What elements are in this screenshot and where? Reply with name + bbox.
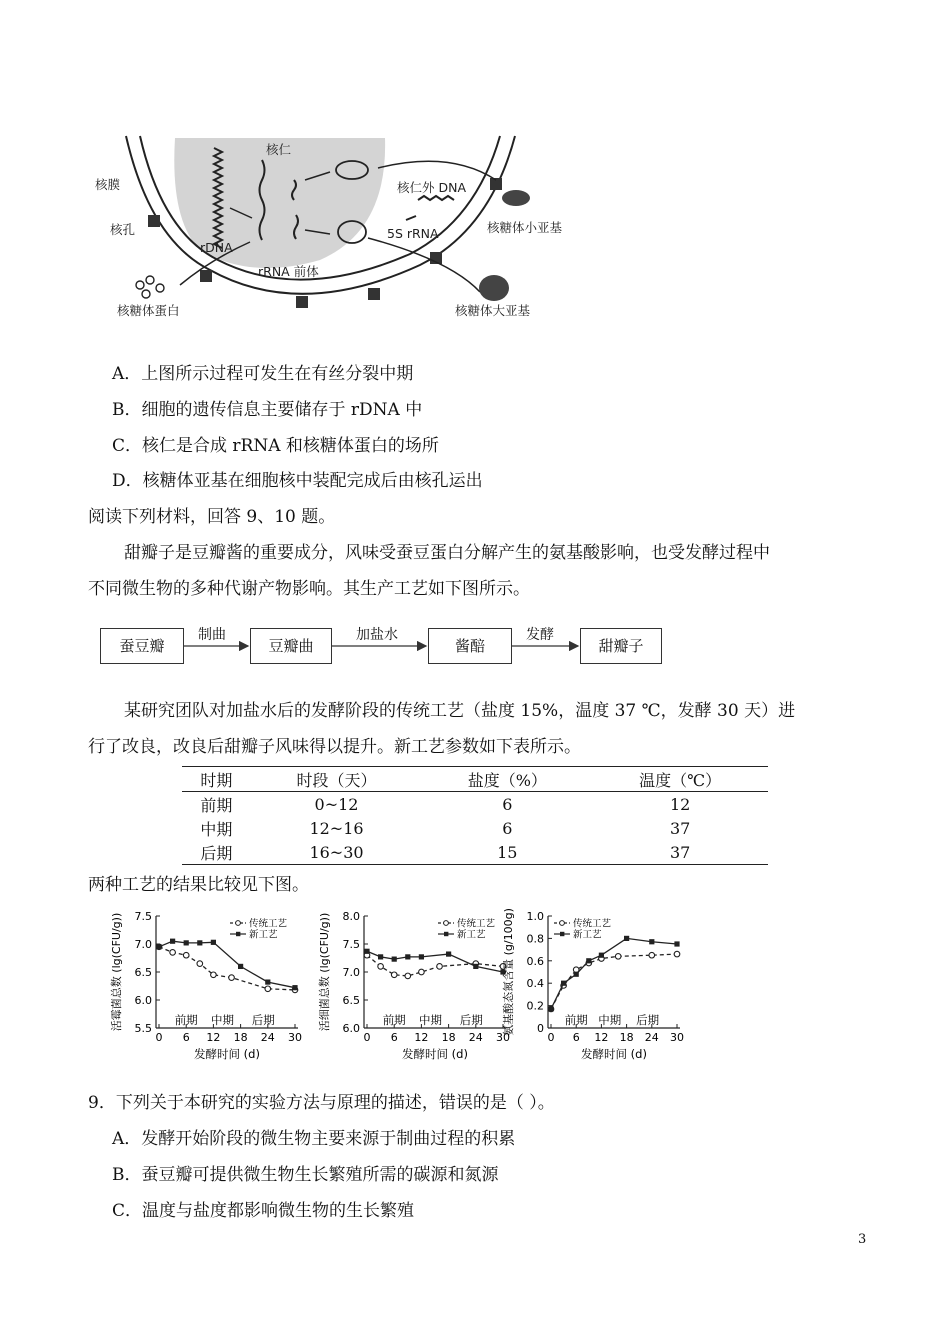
y-tick-label: 8.0: [342, 910, 360, 923]
table-header-cell: 盐度（%）: [467, 770, 547, 790]
q8-option-d: D．核糖体亚基在细胞核中装配完成后由核孔运出: [112, 471, 483, 491]
x-tick-label: 6: [390, 1031, 398, 1044]
table-cell: 后期: [200, 843, 233, 863]
x-tick-label: 0: [547, 1031, 555, 1044]
y-tick-label: 6.0: [134, 994, 152, 1007]
series-line-2: [551, 938, 677, 1009]
table-header-row: [182, 767, 768, 792]
ribosome-assembly-diagram: [0, 120, 950, 330]
table-cell: 37: [669, 818, 691, 838]
data-point: [265, 979, 270, 984]
chart-bacteria-count: [316, 908, 516, 1072]
nuclear-pore-2: [200, 270, 212, 282]
table-header-cell: 时段（天）: [296, 770, 377, 790]
data-point: [649, 939, 654, 944]
phase-label: 前期: [174, 1013, 198, 1027]
phase-label: 后期: [251, 1013, 275, 1027]
phase-label: 中期: [210, 1013, 234, 1027]
legend-label: 传统工艺: [249, 918, 288, 930]
table-header-cell: 时期: [200, 770, 233, 790]
page-number: 3: [858, 1232, 867, 1247]
label-nucleolus: 核仁: [266, 142, 292, 157]
x-tick-label: 18: [441, 1031, 456, 1044]
chart-amino-nitrogen: [500, 908, 690, 1072]
y-axis-label: 活霉菌总数 (lg(CFU/g)): [110, 912, 123, 1032]
reading-intro: 阅读下列材料，回答 9、10 题。: [88, 507, 336, 527]
diagram-svg: [0, 120, 950, 330]
table-cell: 16~30: [309, 842, 364, 862]
data-point: [473, 964, 478, 969]
data-point: [405, 954, 410, 959]
label-large-subunit: 核糖体大亚基: [455, 303, 531, 318]
data-point: [674, 951, 680, 957]
x-tick-label: 6: [572, 1031, 580, 1044]
table-cell: 中期: [200, 819, 233, 839]
legend-label: 新工艺: [573, 929, 602, 941]
y-tick-label: 0.4: [526, 977, 544, 991]
x-tick-label: 24: [468, 1031, 483, 1044]
legend-label: 新工艺: [457, 929, 486, 941]
data-point: [197, 940, 202, 945]
phase-label: 前期: [564, 1013, 588, 1027]
q8-option-a: A．上图所示过程可发生在有丝分裂中期: [112, 364, 414, 384]
table-cell: 15: [497, 842, 518, 862]
x-tick-label: 12: [414, 1031, 429, 1044]
y-tick-label: 7.5: [342, 938, 360, 951]
data-point: [265, 986, 271, 992]
data-point: [599, 953, 604, 958]
x-tick-label: 18: [233, 1031, 248, 1044]
nuclear-pore-1: [148, 215, 160, 227]
table-cell: 6: [502, 794, 513, 814]
phase-label: 前期: [382, 1013, 406, 1027]
chart-mold-count: [108, 908, 308, 1072]
label-5s-rrna: 5S rRNA: [387, 226, 439, 241]
table-row: [182, 840, 768, 865]
flow-step-1: 蚕豆瓣: [100, 628, 184, 664]
series-line-2: [159, 941, 295, 987]
label-ribosomal-protein: 核糖体蛋白: [117, 303, 180, 318]
legend-label: 传统工艺: [573, 918, 612, 930]
nuclear-pore-3: [296, 296, 308, 308]
data-point: [419, 954, 424, 959]
flow-arrows: [0, 600, 950, 680]
x-axis-label: 发酵时间 (d): [194, 1047, 260, 1061]
data-point: [378, 964, 384, 970]
x-axis-label: 发酵时间 (d): [581, 1047, 647, 1061]
flow-arrow-label-2: 加盐水: [356, 627, 398, 643]
phase-label: 后期: [636, 1013, 660, 1027]
q8-option-b: B．细胞的遗传信息主要储存于 rDNA 中: [112, 400, 423, 420]
material-para1-line2: 不同微生物的多种代谢产物影响。其生产工艺如下图所示。: [88, 579, 530, 599]
y-tick-label: 7.5: [134, 910, 152, 923]
data-point: [674, 941, 679, 946]
label-nuclear-pore: 核孔: [110, 222, 136, 237]
q8-option-c: C．核仁是合成 rRNA 和核糖体蛋白的场所: [112, 436, 439, 456]
data-point: [211, 940, 216, 945]
y-tick-label: 5.5: [134, 1022, 152, 1035]
label-small-subunit: 核糖体小亚基: [487, 220, 563, 235]
table-cell: 12~16: [309, 818, 364, 838]
x-tick-label: 24: [644, 1031, 659, 1044]
material-para2-line2: 行了改良，改良后甜瓣子风味得以提升。新工艺参数如下表所示。: [88, 737, 581, 757]
x-tick-label: 0: [155, 1031, 163, 1044]
y-tick-label: 6.0: [342, 1022, 360, 1035]
table-cell: 前期: [200, 795, 233, 815]
y-tick-label: 0: [537, 1022, 544, 1035]
data-point: [183, 952, 189, 958]
data-point: [170, 950, 176, 956]
y-tick-label: 1.0: [526, 910, 544, 923]
legend-marker: [560, 921, 565, 926]
x-tick-label: 18: [619, 1031, 634, 1044]
q9-option-b: B．蚕豆瓣可提供微生物生长繁殖所需的碳源和氮源: [112, 1165, 499, 1185]
series-line-1: [551, 954, 677, 1009]
data-point: [197, 961, 203, 967]
data-point: [419, 969, 425, 975]
label-rrna-precursor: rRNA 前体: [258, 264, 319, 279]
label-rdna: rDNA: [200, 240, 233, 255]
x-axis-label: 发酵时间 (d): [402, 1047, 468, 1061]
q9-option-c: C．温度与盐度都影响微生物的生长繁殖: [112, 1201, 415, 1221]
y-tick-label: 0.6: [526, 954, 544, 968]
data-point: [615, 954, 621, 960]
data-point: [238, 964, 243, 969]
y-tick-label: 0.2: [526, 999, 544, 1013]
flow-arrow-label-3: 发酵: [526, 627, 554, 643]
data-point: [392, 957, 397, 962]
flow-step-3: 酱醅: [428, 628, 512, 664]
y-tick-label: 7.0: [342, 966, 360, 979]
legend-marker: [444, 921, 449, 926]
x-tick-label: 0: [363, 1031, 371, 1044]
data-point: [378, 954, 383, 959]
y-tick-label: 6.5: [134, 966, 152, 979]
nuclear-pore-4: [368, 288, 380, 300]
x-tick-label: 30: [670, 1031, 684, 1044]
data-point: [170, 939, 175, 944]
y-tick-label: 6.5: [342, 994, 360, 1007]
table-cell: 0~12: [314, 794, 359, 814]
x-tick-label: 24: [260, 1031, 275, 1044]
phase-label: 中期: [418, 1013, 442, 1027]
y-axis-label: 活细菌总数 (lg(CFU/g)): [318, 912, 331, 1032]
data-point: [156, 944, 161, 949]
data-point: [437, 964, 443, 970]
x-tick-label: 6: [182, 1031, 190, 1044]
table-cell: 12: [669, 794, 691, 814]
data-point: [211, 972, 217, 978]
table-cell: 6: [502, 818, 513, 838]
x-tick-label: 30: [288, 1031, 302, 1044]
label-nuclear-membrane: 核膜: [95, 177, 121, 192]
data-point: [405, 973, 411, 979]
data-point: [586, 958, 591, 963]
x-tick-label: 12: [594, 1031, 609, 1044]
flow-arrow-label-1: 制曲: [198, 627, 226, 643]
q9-stem: 9．下列关于本研究的实验方法与原理的描述，错误的是（ ）。: [88, 1093, 555, 1113]
legend-label: 新工艺: [249, 929, 278, 941]
legend-label: 传统工艺: [457, 918, 496, 930]
table-cell: 37: [669, 842, 691, 862]
legend-marker: [560, 932, 564, 936]
data-point: [548, 1006, 553, 1011]
data-point: [229, 975, 235, 981]
legend-marker: [236, 921, 241, 926]
q9-option-a: A．发酵开始阶段的微生物主要来源于制曲过程的积累: [112, 1129, 516, 1149]
label-extra-dna: 核仁外 DNA: [397, 180, 467, 195]
legend-marker: [236, 932, 240, 936]
compare-caption: 两种工艺的结果比较见下图。: [88, 875, 309, 895]
series-line-2: [367, 951, 503, 972]
table-header-cell: 温度（℃）: [639, 770, 722, 790]
x-tick-label: 12: [206, 1031, 221, 1044]
data-point: [446, 951, 451, 956]
data-point: [574, 972, 579, 977]
data-point: [391, 972, 397, 978]
phase-label: 后期: [459, 1013, 483, 1027]
material-para2-line1: 某研究团队对加盐水后的发酵阶段的传统工艺（盐度 15%，温度 37 ℃，发酵 30 天）进: [124, 701, 796, 721]
data-point: [364, 949, 369, 954]
data-point: [184, 940, 189, 945]
legend-marker: [444, 932, 448, 936]
data-point: [292, 985, 297, 990]
y-tick-label: 0.8: [526, 932, 544, 946]
data-point: [624, 936, 629, 941]
table-row: [182, 816, 768, 840]
material-para1-line1: 甜瓣子是豆瓣酱的重要成分，风味受蚕豆蛋白分解产生的氨基酸影响，也受发酵过程中: [124, 543, 770, 563]
table-row: [182, 792, 768, 817]
data-point: [649, 952, 655, 958]
flow-step-2: 豆瓣曲: [250, 628, 332, 664]
data-point: [561, 981, 566, 986]
phase-label: 中期: [598, 1013, 622, 1027]
x-tick-label: 30: [496, 1031, 510, 1044]
flow-step-4: 甜瓣子: [580, 628, 662, 664]
y-axis-label: 氨基酸态氮含量 (g/100g): [502, 908, 515, 1036]
y-tick-label: 7.0: [134, 938, 152, 951]
process-parameter-table: [182, 766, 768, 865]
